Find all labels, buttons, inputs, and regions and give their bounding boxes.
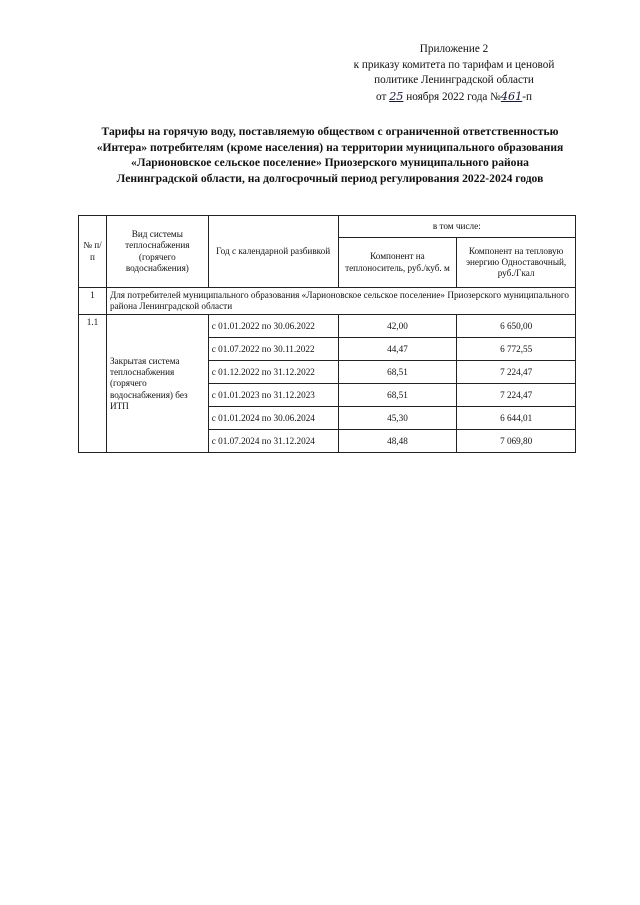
header-energy: Компонент на тепловую энергию Одноставочный, руб./Гкал xyxy=(457,238,576,288)
carrier-cell: 48,48 xyxy=(338,430,457,453)
appendix-date-line xyxy=(334,89,574,106)
title-line-2: «Интера» потребителям (кроме населения) на территории муниципального образования xyxy=(96,140,564,154)
energy-cell: 7 069,80 xyxy=(457,430,576,453)
section-row xyxy=(79,288,576,315)
document-title xyxy=(60,124,600,186)
carrier-cell: 68,51 xyxy=(338,384,457,407)
energy-cell: 7 224,47 xyxy=(457,384,576,407)
appendix-title: Приложение 2 xyxy=(419,43,489,55)
tariff-table xyxy=(78,215,576,453)
group-num: 1.1 xyxy=(79,315,107,453)
carrier-cell: 45,30 xyxy=(338,407,457,430)
header-period: Год с календарной разбивкой xyxy=(208,216,338,288)
period-cell: с 01.01.2023 по 31.12.2023 xyxy=(208,384,338,407)
handwritten-day: 25 xyxy=(389,89,404,103)
group-system: Закрытая система теплоснабжения (горячего водоснабжения) без ИТП xyxy=(106,315,208,453)
header-including: в том числе: xyxy=(338,216,575,238)
title-line-4: Ленинградской области, на долгосрочный период регулирования 2022-2024 годов xyxy=(116,171,544,185)
header-row-1 xyxy=(79,216,576,238)
header-num: № п/п xyxy=(79,216,107,288)
energy-cell: 6 650,00 xyxy=(457,315,576,338)
table-row xyxy=(79,315,576,338)
appendix-order-line: к приказу комитета по тарифам и ценовой xyxy=(353,58,555,71)
appendix-header xyxy=(334,42,574,105)
appendix-committee-line: политике Ленинградской области xyxy=(374,74,534,86)
date-middle: ноября 2022 года № xyxy=(406,90,501,103)
period-cell: с 01.07.2022 по 30.11.2022 xyxy=(208,338,338,361)
energy-cell: 7 224,47 xyxy=(457,361,576,384)
carrier-cell: 42,00 xyxy=(338,315,457,338)
title-line-3: «Ларионовское сельское поселение» Приозерского муниципального района xyxy=(131,156,529,170)
header-system: Вид системы теплоснабжения (горячего водоснабжения) xyxy=(106,216,208,288)
section-text: Для потребителей муниципального образования «Ларионовское сельское поселение» Приозерского муниципального района Ленинградской области xyxy=(106,288,575,315)
date-prefix: от xyxy=(376,90,387,103)
energy-cell: 6 644,01 xyxy=(457,407,576,430)
period-cell: с 01.01.2022 по 30.06.2022 xyxy=(208,315,338,338)
number-suffix: -п xyxy=(522,90,532,103)
period-cell: с 01.01.2024 по 30.06.2024 xyxy=(208,407,338,430)
section-num: 1 xyxy=(79,288,107,315)
period-cell: с 01.07.2024 по 31.12.2024 xyxy=(208,430,338,453)
title-line-1: Тарифы на горячую воду, поставляемую обществом с ограниченной ответственностью xyxy=(101,125,559,138)
carrier-cell: 44,47 xyxy=(338,338,457,361)
energy-cell: 6 772,55 xyxy=(457,338,576,361)
period-cell: с 01.12.2022 по 31.12.2022 xyxy=(208,361,338,384)
header-carrier: Компонент на теплоноситель, руб./куб. м xyxy=(338,238,457,288)
carrier-cell: 68,51 xyxy=(338,361,457,384)
handwritten-number: 461 xyxy=(500,89,523,103)
